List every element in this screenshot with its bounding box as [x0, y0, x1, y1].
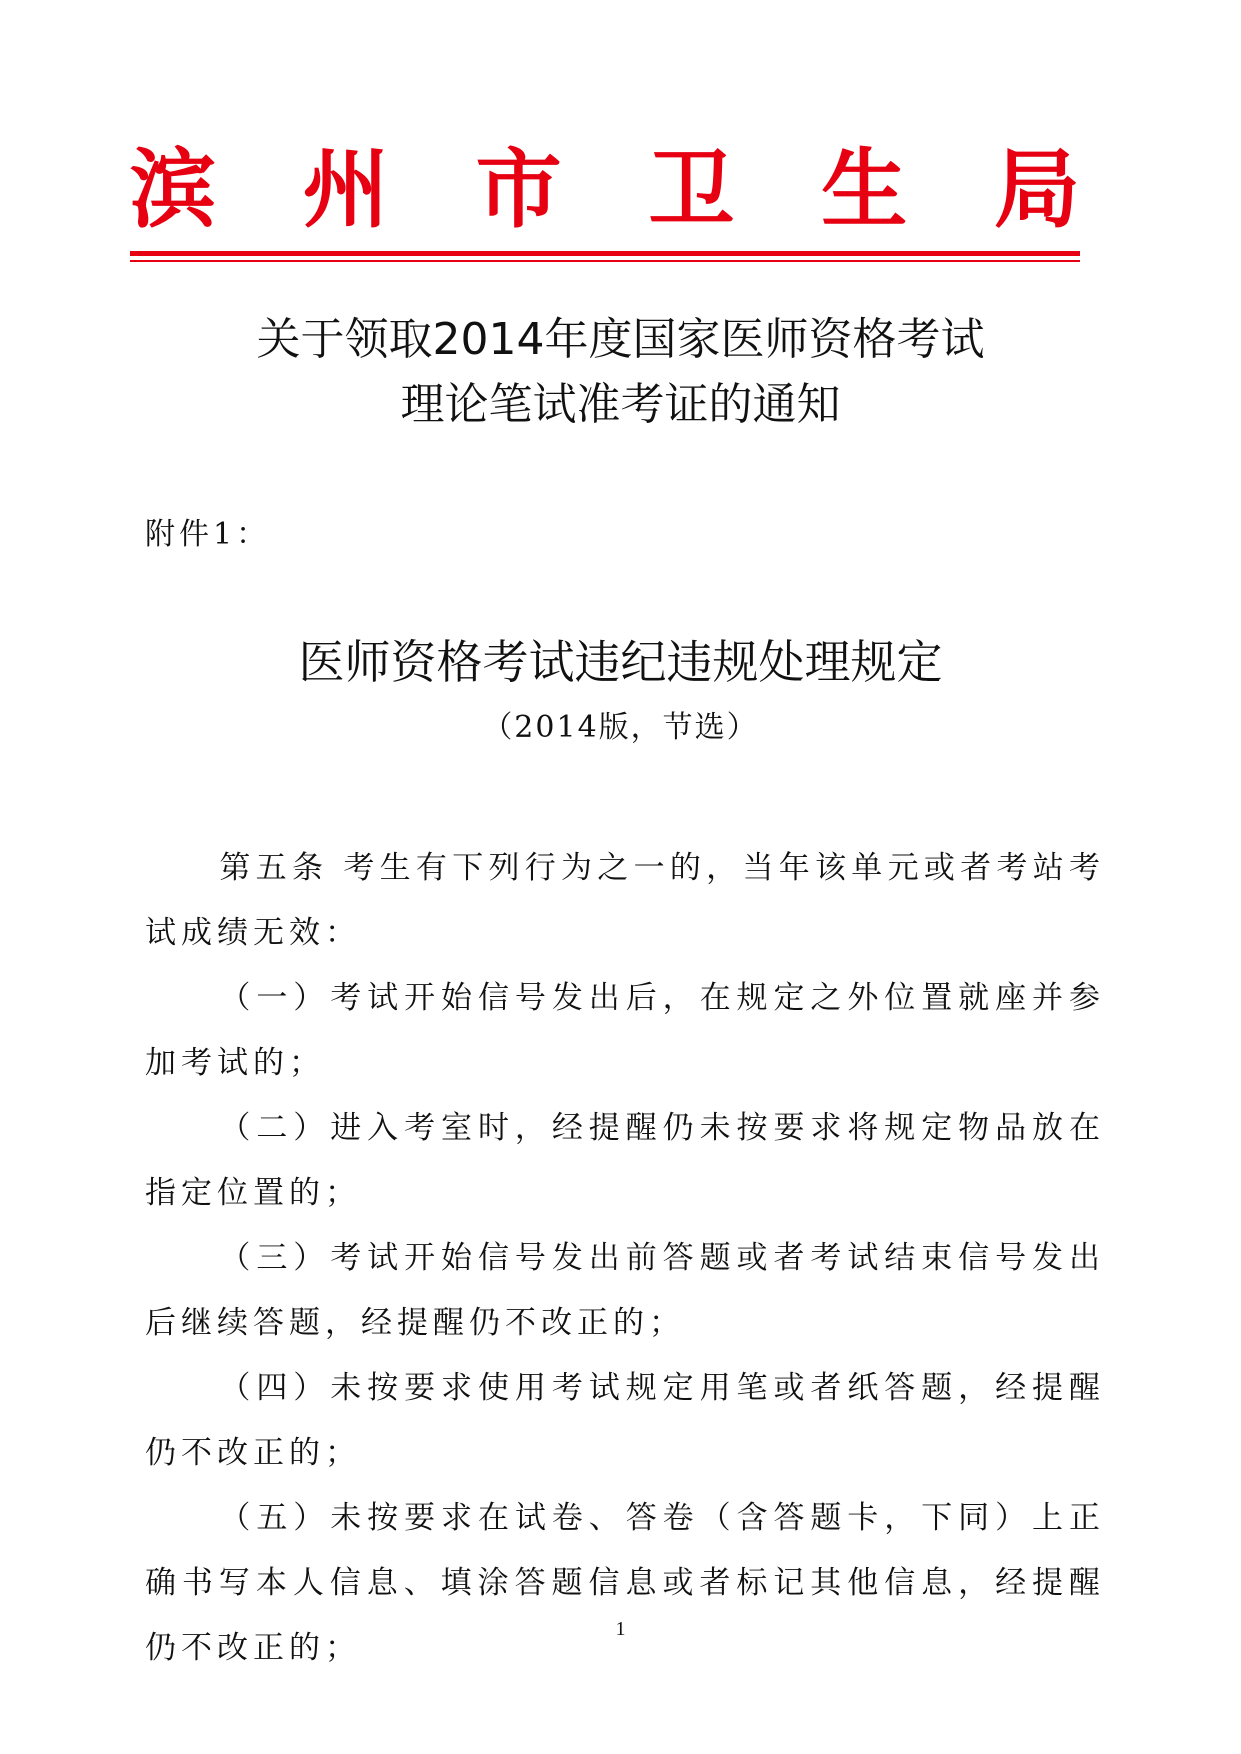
header-divider-thin	[130, 260, 1080, 262]
notice-title-line-2: 理论笔试准考证的通知	[400, 379, 841, 430]
rule-item-5: （五）未按要求在试卷、答卷（含答题卡，下同）上正确书写本人信息、填涂答题信息或者标记其他信息，经提醒仍不改正的；	[145, 1500, 1105, 1666]
org-char: 州	[302, 139, 389, 240]
attachment-label: 附件1：	[145, 517, 271, 552]
rule-item-2: （二）进入考室时，经提醒仍未按要求将规定物品放在指定位置的；	[145, 1110, 1105, 1211]
org-char: 局	[993, 139, 1080, 240]
rules-title: 医师资格考试违纪违规处理规定	[298, 635, 943, 689]
org-char: 卫	[648, 139, 735, 240]
org-char: 滨	[130, 139, 216, 240]
rules-subtitle: （2014版，节选）	[482, 710, 759, 745]
page-number: 1	[615, 1618, 626, 1640]
notice-title-line-1: 关于领取2014年度国家医师资格考试	[256, 314, 985, 365]
rule-item-4: （四）未按要求使用考试规定用笔或者纸答题，经提醒仍不改正的；	[145, 1370, 1105, 1471]
org-char: 生	[821, 139, 908, 240]
header-divider-thick	[130, 251, 1080, 256]
org-char: 市	[475, 139, 562, 240]
rules-body	[145, 836, 1105, 1681]
issuing-authority-title	[130, 140, 1080, 240]
article-5-intro: 第五条 考生有下列行为之一的，当年该单元或者考站考试成绩无效：	[145, 850, 1105, 951]
rule-item-1: （一）考试开始信号发出后，在规定之外位置就座并参加考试的；	[145, 980, 1105, 1081]
rule-item-3: （三）考试开始信号发出前答题或者考试结束信号发出后继续答题，经提醒仍不改正的；	[145, 1240, 1105, 1341]
